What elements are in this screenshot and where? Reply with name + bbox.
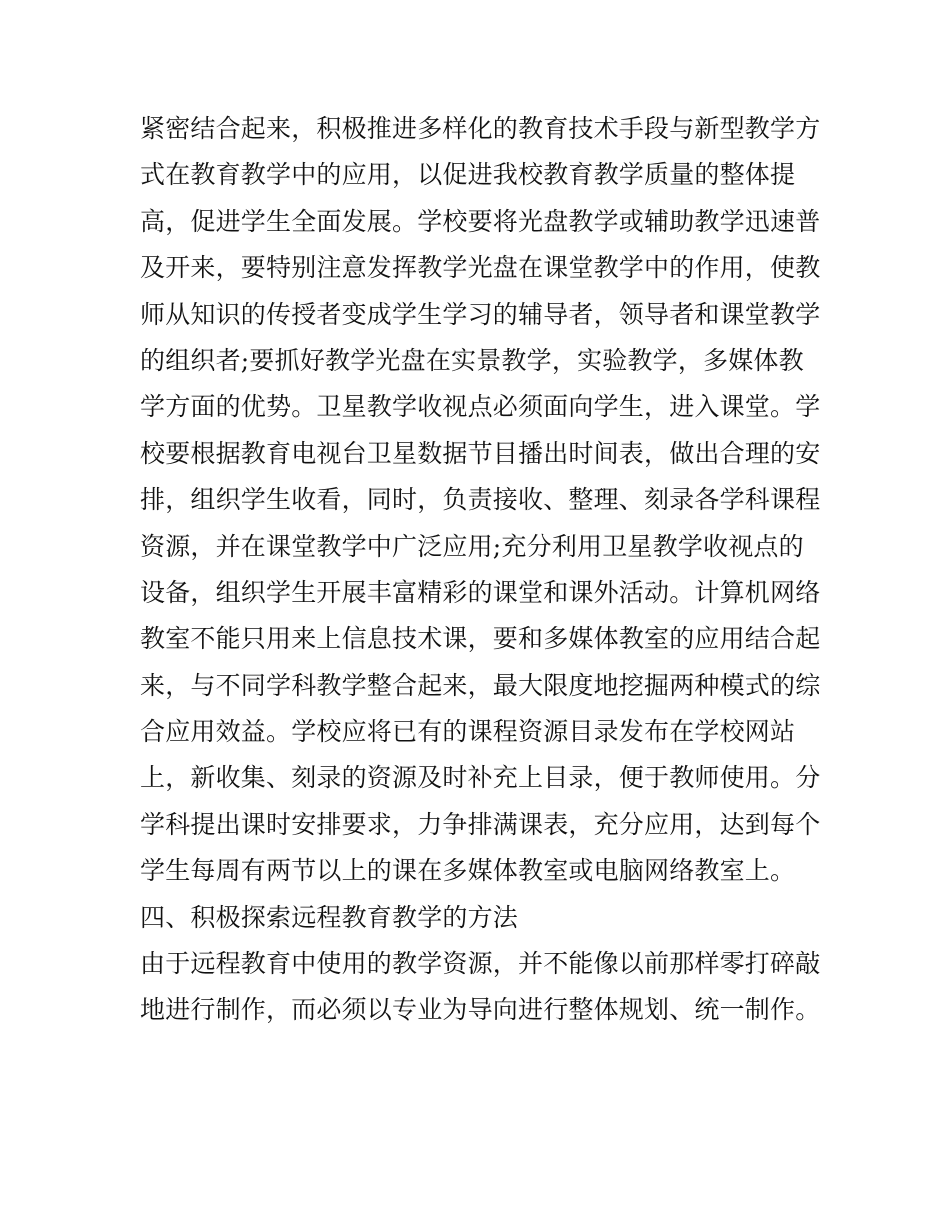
text-line: 上，新收集、刻录的资源及时补充上目录，便于教师使用。分 xyxy=(140,763,821,793)
body-text xyxy=(140,106,820,1034)
text-line: 教室不能只用来上信息技术课，要和多媒体教室的应用结合起 xyxy=(140,624,821,654)
text-line: 学方面的优势。卫星教学收视点必须面向学生，进入课堂。学 xyxy=(140,392,821,422)
text-line: 设备，组织学生开展丰富精彩的课堂和课外活动。计算机网络 xyxy=(140,577,821,607)
text-line: 校要根据教育电视台卫星数据节目播出时间表，做出合理的安 xyxy=(140,438,821,468)
text-line: 地进行制作，而必须以专业为导向进行整体规划、统一制作。 xyxy=(140,995,821,1025)
text-line: 学科提出课时安排要求，力争排满课表，充分应用，达到每个 xyxy=(140,809,821,839)
text-line: 由于远程教育中使用的教学资源，并不能像以前那样零打碎敲 xyxy=(140,949,821,979)
text-line: 来，与不同学科教学整合起来，最大限度地挖掘两种模式的综 xyxy=(140,670,821,700)
section-heading: 四、积极探索远程教育教学的方法 xyxy=(140,902,519,932)
text-line: 资源，并在课堂教学中广泛应用;充分利用卫星教学收视点的 xyxy=(140,531,804,561)
text-line: 紧密结合起来，积极推进多样化的教育技术手段与新型教学方 xyxy=(140,114,821,143)
text-line: 式在教育教学中的应用，以促进我校教育教学质量的整体提 xyxy=(140,160,796,190)
text-line: 学生每周有两节以上的课在多媒体教室或电脑网络教室上。 xyxy=(140,856,796,886)
text-line: 的组织者;要抓好教学光盘在实景教学，实验教学，多媒体教 xyxy=(140,345,804,375)
text-line: 排，组织学生收看，同时，负责接收、整理、刻录各学科课程 xyxy=(140,485,821,515)
text-line: 师从知识的传授者变成学生学习的辅导者，领导者和课堂教学 xyxy=(140,299,821,329)
text-line: 高，促进学生全面发展。学校要将光盘教学或辅助教学迅速普 xyxy=(140,206,821,236)
text-line: 及开来，要特别注意发挥教学光盘在课堂教学中的作用，使教 xyxy=(140,253,821,283)
text-line: 合应用效益。学校应将已有的课程资源目录发布在学校网站 xyxy=(140,717,796,747)
